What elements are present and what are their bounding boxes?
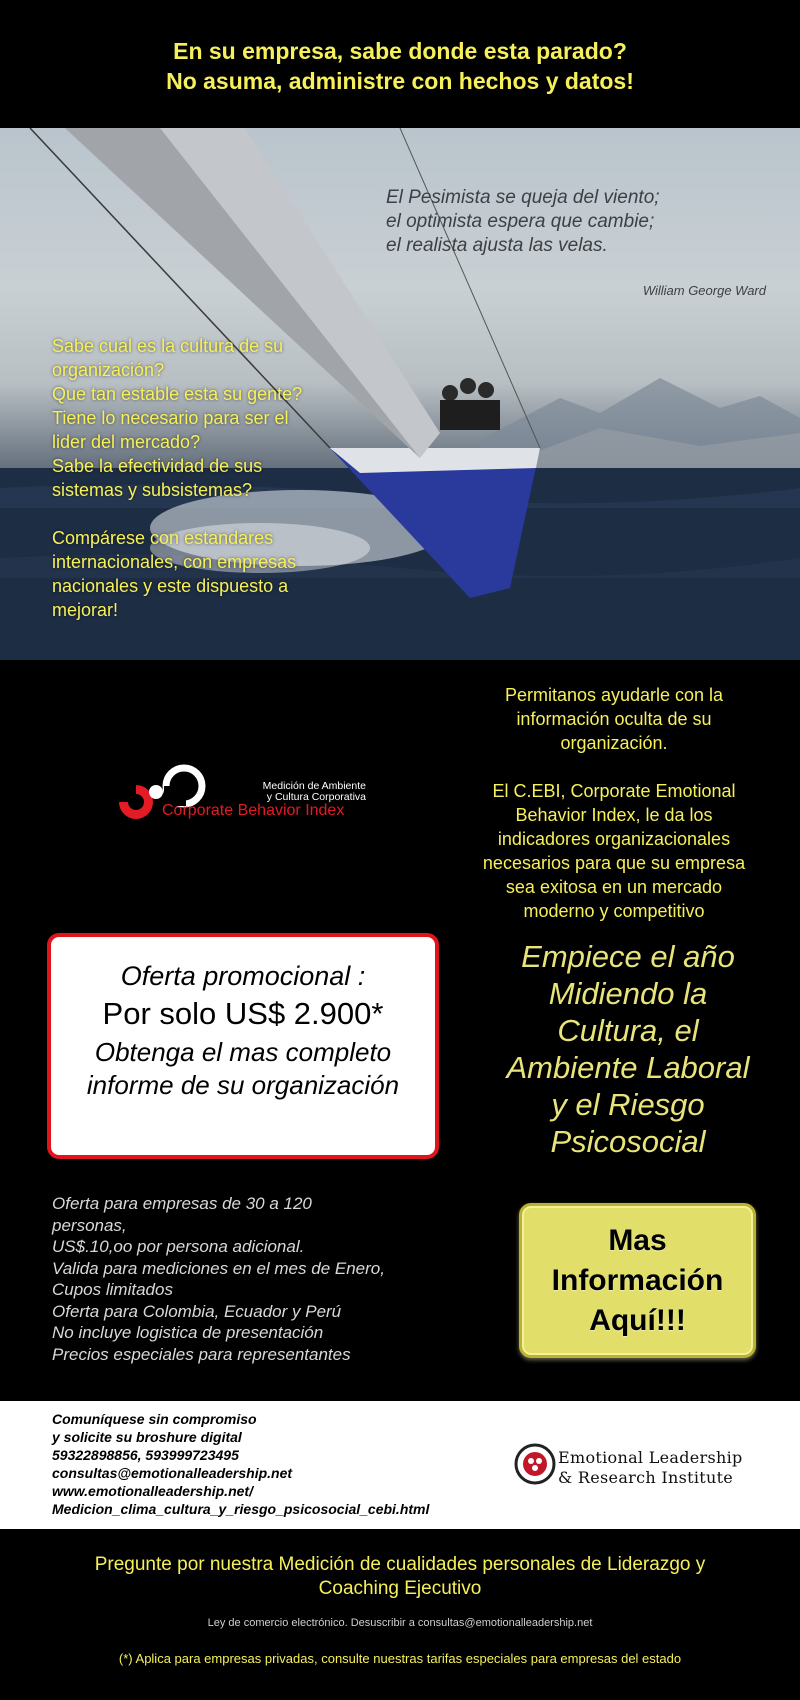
- slogan-line: y el Riesgo: [551, 1087, 705, 1122]
- more-info-button[interactable]: [519, 1203, 756, 1358]
- quote-author: William George Ward: [642, 283, 766, 298]
- offer-terms: [52, 1193, 462, 1365]
- headline-line-2: No asuma, administre con hechos y datos!: [166, 68, 634, 94]
- slogan-line: Midiendo la: [548, 976, 708, 1011]
- hero-questions: [52, 334, 352, 502]
- terms-line: personas,: [52, 1215, 127, 1235]
- footer-note: (*) Aplica para empresas privadas, consulte nuestras tarifas especiales para empresas del estado: [118, 1651, 682, 1666]
- cta-line: nacionales y este dispuesto a: [52, 576, 289, 596]
- intro-line: Behavior Index, le da los: [515, 805, 713, 825]
- intro-line: moderno y competitivo: [523, 901, 705, 921]
- promo-price: Por solo US$ 2.900*: [102, 996, 384, 1031]
- terms-line: Oferta para empresas de 30 a 120: [52, 1194, 312, 1213]
- question-line: Que tan estable esta su gente?: [52, 384, 303, 404]
- quote-line: el optimista espera que cambie;: [386, 211, 655, 232]
- footer-leadership-text: Pregunte por nuestra Medición de cualidades personales de Liderazgo y Coaching Ejecutivo: [94, 1554, 706, 1599]
- terms-line: Cupos limitados: [52, 1280, 173, 1299]
- contact-email-link[interactable]: consultas@emotionalleadership.net: [52, 1465, 293, 1481]
- more-info-label: Aquí!!!: [589, 1303, 686, 1337]
- intro-line: Permitanos ayudarle con la: [504, 685, 724, 705]
- question-line: lider del mercado?: [52, 432, 201, 452]
- cebi-logo-title: Corporate Behavior Index: [162, 802, 345, 819]
- question-line: organización?: [52, 360, 165, 380]
- erri-logo-line-1: Emotional Leadership: [558, 1448, 743, 1467]
- cta-line: Compárese con estandares: [52, 528, 274, 548]
- contact-line: y solicite su broshure digital: [52, 1429, 242, 1445]
- terms-line: US$.10,oo por persona adicional.: [52, 1237, 305, 1256]
- contact-phone: 59322898856, 593999723495: [52, 1447, 239, 1463]
- erri-logo-icon: [514, 1442, 556, 1486]
- cebi-subtitle-line: Medición de Ambiente: [262, 780, 366, 792]
- intro-line: información oculta de su: [516, 709, 712, 729]
- question-line: Tiene lo necesario para ser el: [52, 408, 289, 428]
- header-banner: [0, 0, 800, 128]
- contact-website-link[interactable]: Medicion_clima_cultura_y_riesgo_psicosocial_cebi.html: [52, 1501, 430, 1517]
- question-line: Sabe la efectividad de sus: [52, 456, 263, 476]
- quote-text: [386, 186, 766, 258]
- terms-line: No incluye logistica de presentación: [52, 1323, 324, 1342]
- cebi-subtitle-line: y Cultura Corporativa: [266, 791, 366, 803]
- headline-line-1: En su empresa, sabe donde esta parado?: [173, 38, 627, 64]
- intro-line: El C.EBI, Corporate Emotional: [492, 781, 736, 801]
- intro-line: necesarios para que su empresa: [482, 853, 746, 873]
- cta-line: internacionales, con empresas: [52, 552, 297, 572]
- contact-website-link[interactable]: www.emotionalleadership.net/: [52, 1483, 253, 1499]
- slogan-line: Ambiente Laboral: [506, 1050, 750, 1085]
- quote-line: el realista ajusta las velas.: [386, 235, 608, 256]
- contact-info: [52, 1410, 472, 1518]
- cebi-logo-subtitle: [222, 781, 366, 803]
- erri-logo-line-2: & Research Institute: [558, 1468, 734, 1487]
- slogan-line: Psicosocial: [550, 1124, 706, 1159]
- terms-line: Oferta para Colombia, Ecuador y Perú: [52, 1301, 342, 1321]
- cta-line: mejorar!: [52, 600, 119, 620]
- slogan-line: Cultura, el: [557, 1013, 699, 1048]
- intro-text: [460, 683, 768, 923]
- question-line: sistemas y subsistemas?: [52, 480, 253, 500]
- more-info-label: Mas: [608, 1223, 667, 1257]
- terms-line: Precios especiales para representantes: [52, 1344, 351, 1364]
- intro-line: organización.: [560, 733, 668, 753]
- unsubscribe-link[interactable]: Ley de comercio electrónico. Desuscribir a consultas@emotionalleadership.net: [207, 1617, 593, 1629]
- question-line: Sabe cual es la cultura de su: [52, 336, 284, 356]
- more-info-label: Información: [551, 1263, 724, 1297]
- promo-description: Obtenga el mas completo informe de su organización: [86, 1037, 400, 1100]
- terms-line: Valida para mediciones en el mes de Enero,: [52, 1258, 385, 1278]
- quote-line: El Pesimista se queja del viento;: [386, 187, 660, 208]
- contact-line: Comuníquese sin compromiso: [52, 1411, 257, 1427]
- slogan-line: Empiece el año: [521, 939, 735, 974]
- intro-line: indicadores organizacionales: [497, 829, 731, 849]
- slogan-text: [480, 938, 776, 1160]
- footer-unsubscribe: [0, 1617, 800, 1629]
- promo-offer-box: [47, 933, 439, 1159]
- intro-line: sea exitosa en un mercado: [505, 877, 723, 897]
- promo-heading: Oferta promocional :: [120, 961, 366, 991]
- hero-call-to-action: [52, 526, 342, 622]
